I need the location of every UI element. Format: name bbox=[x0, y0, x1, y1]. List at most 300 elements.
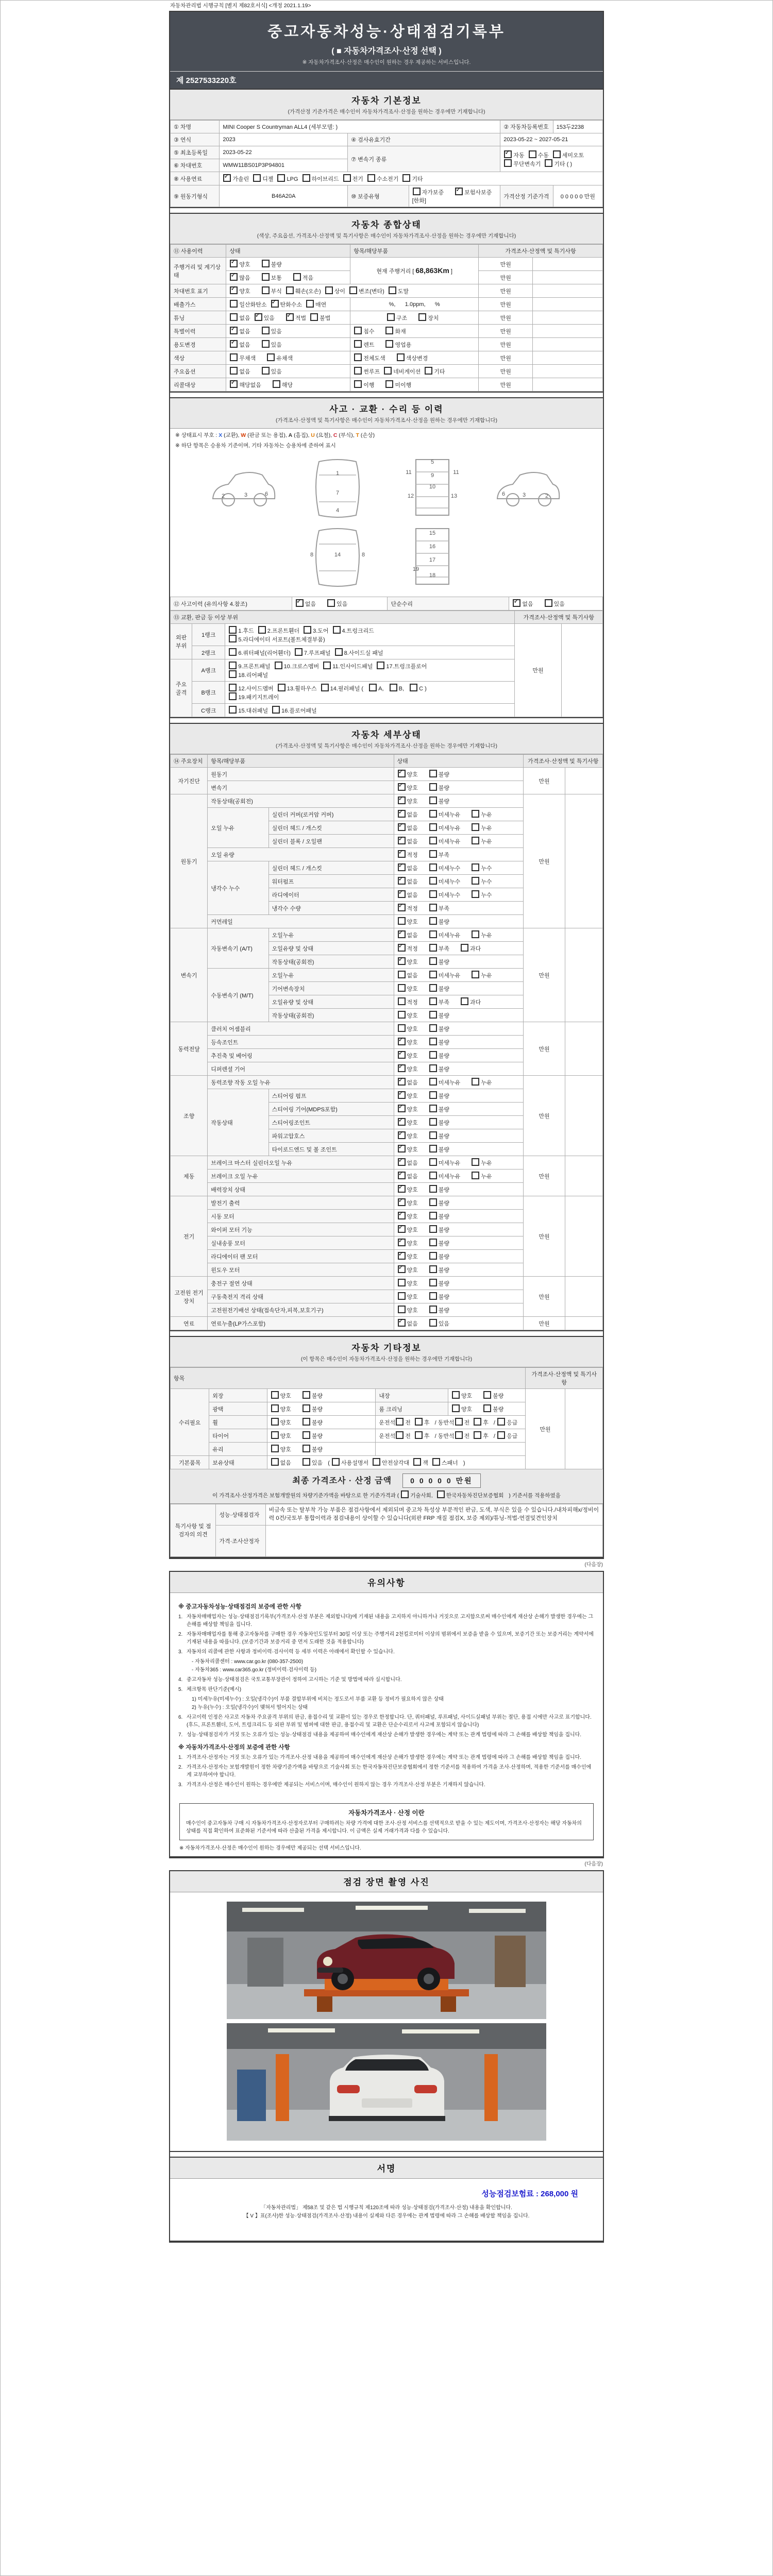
checkbox-불량[interactable] bbox=[429, 1118, 437, 1126]
checkbox-양호[interactable] bbox=[398, 957, 406, 965]
checkbox-전[interactable] bbox=[396, 1431, 404, 1439]
checkbox-과다[interactable] bbox=[461, 944, 468, 952]
checkbox-불량[interactable] bbox=[429, 1212, 437, 1219]
checkbox-양호[interactable] bbox=[398, 1105, 406, 1112]
checkbox-자가보증[interactable] bbox=[413, 188, 421, 195]
checkbox-부족[interactable] bbox=[429, 850, 437, 858]
checkbox-누유[interactable] bbox=[472, 837, 479, 844]
checkbox-적음[interactable] bbox=[293, 273, 301, 281]
checkbox-양호[interactable] bbox=[398, 1265, 406, 1273]
checkbox-장치[interactable] bbox=[418, 313, 426, 321]
checkbox-누수[interactable] bbox=[472, 890, 479, 898]
checkbox-있음[interactable] bbox=[429, 1319, 437, 1327]
checkbox-LPG[interactable] bbox=[277, 174, 285, 182]
checkbox-영업용[interactable] bbox=[385, 340, 393, 348]
checkbox-label: 누유 bbox=[481, 1174, 492, 1180]
checkbox-label: 누유 bbox=[481, 825, 492, 832]
checkbox-불법[interactable] bbox=[310, 313, 318, 321]
table-cell: 룸 크리닝 bbox=[376, 1402, 448, 1416]
signature-body bbox=[170, 2179, 603, 2241]
table-cell bbox=[448, 1389, 526, 1402]
checkbox-사용설명서[interactable] bbox=[332, 1458, 340, 1466]
checkbox-누유[interactable] bbox=[472, 1078, 479, 1086]
checkbox-불량[interactable] bbox=[429, 1064, 437, 1072]
checkbox-없음[interactable] bbox=[398, 1172, 406, 1179]
checkbox-전기[interactable] bbox=[343, 174, 351, 182]
checkbox-1.후드[interactable] bbox=[229, 626, 237, 634]
table-cell: 유리 bbox=[209, 1443, 267, 1456]
final-price-bar bbox=[170, 1469, 603, 1504]
checkbox-양호[interactable] bbox=[230, 260, 238, 267]
checkbox-불량[interactable] bbox=[303, 1404, 310, 1412]
checkbox-양호[interactable] bbox=[398, 1091, 406, 1099]
checkbox-양호[interactable] bbox=[398, 1225, 406, 1233]
table-cell: 배력장치 상태 bbox=[208, 1183, 394, 1196]
checkbox-A,[interactable] bbox=[369, 684, 377, 691]
checkbox-불량[interactable] bbox=[429, 1011, 437, 1019]
checkbox-기타 ( )[interactable] bbox=[545, 159, 552, 167]
checkbox-양호[interactable] bbox=[398, 1185, 406, 1193]
checkbox-미세누유[interactable] bbox=[429, 971, 437, 978]
checkbox-불량[interactable] bbox=[429, 770, 437, 777]
checkbox-없음[interactable] bbox=[230, 313, 238, 321]
checkbox-불량[interactable] bbox=[429, 1252, 437, 1260]
checkbox-양호[interactable] bbox=[271, 1418, 279, 1426]
checkbox-없음[interactable] bbox=[398, 890, 406, 898]
checkbox-양호[interactable] bbox=[398, 783, 406, 791]
price-appraisal-info-box bbox=[179, 1803, 594, 1840]
checkbox-14.필러패널 ([interactable] bbox=[321, 684, 329, 691]
notice-item-number: 7. bbox=[178, 1732, 183, 1738]
checkbox-양호[interactable] bbox=[398, 1024, 406, 1032]
checkbox-누유[interactable] bbox=[472, 1158, 479, 1166]
checkbox-label: 양호 bbox=[280, 1420, 291, 1426]
checkbox-15.대쉬패널[interactable] bbox=[229, 706, 237, 714]
checkbox-누유[interactable] bbox=[472, 810, 479, 818]
checkbox-양호[interactable] bbox=[452, 1391, 460, 1399]
checkbox-label: 양호 bbox=[407, 1254, 418, 1260]
checkbox-전[interactable] bbox=[396, 1418, 404, 1426]
table-cell bbox=[394, 1062, 524, 1076]
checkbox-훼손(오손)[interactable] bbox=[286, 286, 294, 294]
checkbox-label: 불량 bbox=[438, 1200, 450, 1207]
group-repair-needed: 수리필요 bbox=[171, 1389, 209, 1456]
checkbox-불량[interactable] bbox=[483, 1391, 491, 1399]
checkbox-미세누유[interactable] bbox=[429, 1158, 437, 1166]
checkbox-label: 있음 bbox=[311, 1460, 323, 1466]
checkbox-없음[interactable] bbox=[398, 810, 406, 818]
checkbox-양호[interactable] bbox=[398, 1131, 406, 1139]
checkbox-양호[interactable] bbox=[271, 1391, 279, 1399]
opinion-appraiser-label: 가격·조사산정자 bbox=[216, 1525, 265, 1556]
checkbox-없음[interactable] bbox=[398, 823, 406, 831]
checkbox-양호[interactable] bbox=[452, 1404, 460, 1412]
checkbox-label: 있음 bbox=[271, 329, 282, 335]
checkbox-일산화탄소[interactable] bbox=[230, 300, 238, 308]
checkbox-불량[interactable] bbox=[429, 1131, 437, 1139]
checkbox-불량[interactable] bbox=[429, 984, 437, 992]
checkbox-불량[interactable] bbox=[303, 1391, 310, 1399]
checkbox-과다[interactable] bbox=[461, 997, 468, 1005]
checkbox-불량[interactable] bbox=[429, 1292, 437, 1300]
checkbox-미세누수[interactable] bbox=[429, 877, 437, 885]
checkbox-13.휠하우스[interactable] bbox=[278, 684, 285, 691]
checkbox-label: 불량 bbox=[311, 1406, 323, 1413]
checkbox-있음[interactable] bbox=[303, 1458, 310, 1466]
passenger-car-note: ※ 하단 항목은 승용차 기준이며, 기타 자동차는 승용차에 준하여 표시 bbox=[175, 443, 336, 449]
opinion-group-label: 특기사항 및 점검자의 의견 bbox=[171, 1504, 216, 1557]
checkbox-후[interactable] bbox=[415, 1418, 423, 1426]
table-cell bbox=[394, 1236, 524, 1250]
checkbox-label: 불량 bbox=[438, 919, 450, 925]
checkbox-불량[interactable] bbox=[303, 1431, 310, 1439]
checkbox-세미오토[interactable] bbox=[553, 150, 561, 158]
checkbox-상이[interactable] bbox=[325, 286, 333, 294]
checkbox-잭[interactable] bbox=[413, 1458, 421, 1466]
field-year-label: ③ 연식 bbox=[171, 133, 220, 146]
checkbox-기술사회,[interactable] bbox=[401, 1490, 409, 1498]
checkbox-19.패키지트레이[interactable] bbox=[229, 692, 237, 700]
checkbox-5.라디에이터 서포트(볼트체결부품)[interactable] bbox=[229, 635, 237, 642]
table-cell: 파워고압호스 bbox=[268, 1129, 394, 1143]
checkbox-전체도색[interactable] bbox=[354, 353, 362, 361]
checkbox-불량[interactable] bbox=[429, 796, 437, 804]
checkbox-불량[interactable] bbox=[429, 1051, 437, 1059]
checkbox-해당[interactable] bbox=[273, 380, 280, 388]
table-cell bbox=[565, 1156, 602, 1196]
checkbox-18.리어패널[interactable] bbox=[229, 670, 237, 678]
checkbox-양호[interactable] bbox=[398, 1306, 406, 1313]
checkbox-불량[interactable] bbox=[483, 1404, 491, 1412]
checkbox-label: 양호 bbox=[407, 1227, 418, 1233]
checkbox-수소전기[interactable] bbox=[367, 174, 375, 182]
mileage-current: 현재 주행거리 [ 68,863Km ] bbox=[350, 258, 479, 284]
checkbox-불량[interactable] bbox=[429, 783, 437, 791]
checkbox-label: 17.트렁크플로어 bbox=[386, 664, 427, 670]
checkbox-없음[interactable] bbox=[296, 599, 304, 607]
checkbox-기타[interactable] bbox=[425, 367, 432, 375]
checkbox-썬루프[interactable] bbox=[354, 367, 362, 375]
checkbox-화재[interactable] bbox=[385, 327, 393, 334]
checkbox-부족[interactable] bbox=[429, 997, 437, 1005]
checkbox-누유[interactable] bbox=[472, 971, 479, 978]
inspection-photo-front bbox=[227, 1902, 546, 2019]
checkbox-가솔린[interactable] bbox=[223, 174, 231, 182]
checkbox-label: 없음 bbox=[239, 369, 250, 375]
checkbox-구조[interactable] bbox=[387, 313, 395, 321]
checkbox-미세누유[interactable] bbox=[429, 823, 437, 831]
checkbox-16.플로어패널[interactable] bbox=[272, 706, 280, 714]
checkbox-불량[interactable] bbox=[429, 1185, 437, 1193]
checkbox-label: 전 bbox=[405, 1420, 411, 1426]
checkbox-응급[interactable] bbox=[497, 1431, 505, 1439]
checkbox-양호[interactable] bbox=[398, 1198, 406, 1206]
checkbox-10.크로스멤버[interactable] bbox=[275, 662, 282, 669]
table-cell: 운전석 전 후 / 동반석 전 후 / 응급 bbox=[376, 1429, 526, 1443]
checkbox-불량[interactable] bbox=[429, 1225, 437, 1233]
checkbox-양호[interactable] bbox=[398, 1038, 406, 1045]
checkbox-3.도어[interactable] bbox=[304, 626, 311, 634]
checkbox-label: 양호 bbox=[407, 1214, 418, 1220]
checkbox-불량[interactable] bbox=[429, 1239, 437, 1246]
table-cell: 냉각수 누수 bbox=[208, 861, 268, 915]
checkbox-label: 양호 bbox=[407, 919, 418, 925]
recall-remark bbox=[533, 378, 603, 392]
checkbox-label: 양호 bbox=[280, 1393, 291, 1399]
notice-item-number: 2. bbox=[178, 1764, 183, 1770]
checkbox-양호[interactable] bbox=[398, 770, 406, 777]
checkbox-없음[interactable] bbox=[398, 930, 406, 938]
checkbox-불량[interactable] bbox=[303, 1418, 310, 1426]
checkbox-후[interactable] bbox=[474, 1431, 481, 1439]
field-base-price-value: 0 0 0 0 0 만원 bbox=[553, 185, 602, 207]
checkbox-불량[interactable] bbox=[429, 1024, 437, 1032]
table-cell bbox=[394, 1116, 524, 1129]
checkbox-전[interactable] bbox=[455, 1431, 463, 1439]
checkbox-해당없음[interactable] bbox=[230, 380, 238, 388]
checkbox-label: 불량 bbox=[438, 1093, 450, 1099]
checkbox-없음[interactable] bbox=[398, 1158, 406, 1166]
checkbox-미세누유[interactable] bbox=[429, 930, 437, 938]
checkbox-없음[interactable] bbox=[230, 367, 238, 375]
checkbox-label: 없음 bbox=[239, 342, 250, 348]
checkbox-양호[interactable] bbox=[398, 917, 406, 925]
checkbox-있음[interactable] bbox=[327, 599, 335, 607]
section-notice-title: 유의사항 bbox=[367, 1578, 406, 1588]
checkbox-있음[interactable] bbox=[545, 599, 552, 607]
checkbox-8.사이드실 패널[interactable] bbox=[335, 648, 343, 656]
field-year-value: 2023 bbox=[220, 133, 348, 146]
checkbox-렌트[interactable] bbox=[354, 340, 362, 348]
checkbox-불량[interactable] bbox=[429, 1038, 437, 1045]
checkbox-불량[interactable] bbox=[429, 1306, 437, 1313]
checkbox-양호[interactable] bbox=[271, 1431, 279, 1439]
checkbox-불량[interactable] bbox=[429, 1198, 437, 1206]
checkbox-적정[interactable] bbox=[398, 904, 406, 911]
checkbox-7.루프패널[interactable] bbox=[295, 648, 303, 656]
checkbox-양호[interactable] bbox=[230, 286, 238, 294]
checkbox-양호[interactable] bbox=[398, 1118, 406, 1126]
checkbox-기타[interactable] bbox=[402, 174, 410, 182]
checkbox-label: 양호 bbox=[407, 1107, 418, 1113]
checkbox-불량[interactable] bbox=[303, 1445, 310, 1452]
notice-item-text: 자동차의 리콜에 관한 사항과 정비이력·검사이력 등 세부 이력은 아래에서 확인할 수 있습니다. bbox=[187, 1649, 395, 1655]
checkbox-적정[interactable] bbox=[398, 997, 406, 1005]
checkbox-많음[interactable] bbox=[230, 273, 238, 281]
checkbox-디젤[interactable] bbox=[253, 174, 261, 182]
checkbox-있음[interactable] bbox=[262, 340, 270, 348]
checkbox-불량[interactable] bbox=[429, 1105, 437, 1112]
checkbox-label: 없음 bbox=[522, 601, 533, 607]
checkbox-17.트렁크플로어[interactable] bbox=[377, 662, 384, 669]
checkbox-label: 없음 bbox=[407, 1174, 418, 1180]
checkbox-한국자동차진단보증협회[interactable] bbox=[437, 1490, 445, 1498]
checkbox-label: 15.대쉬패널 bbox=[238, 708, 268, 714]
checkbox-있음[interactable] bbox=[255, 313, 262, 321]
checkbox-색상변경[interactable] bbox=[397, 353, 405, 361]
checkbox-응급[interactable] bbox=[497, 1418, 505, 1426]
checkbox-2.프론트휀더[interactable] bbox=[258, 626, 266, 634]
checkbox-label: 이행 bbox=[363, 382, 375, 388]
group-steering: 조향 bbox=[171, 1076, 208, 1156]
recall-kind bbox=[350, 378, 479, 392]
checkbox-4.트렁크리드[interactable] bbox=[333, 626, 341, 634]
checkbox-label: 장치 bbox=[428, 315, 439, 321]
checkbox-12.사이드멤버[interactable] bbox=[229, 684, 237, 691]
checkbox-적법[interactable] bbox=[286, 313, 294, 321]
checkbox-적정[interactable] bbox=[398, 944, 406, 952]
checkbox-불량[interactable] bbox=[429, 1091, 437, 1099]
checkbox-미세누유[interactable] bbox=[429, 1078, 437, 1086]
checkbox-없음[interactable] bbox=[513, 599, 520, 607]
tuning-kind bbox=[350, 311, 479, 325]
table-cell: 만원 bbox=[524, 794, 565, 928]
checkbox-무채색[interactable] bbox=[230, 353, 238, 361]
field-first-reg-label: ⑤ 최초등록일 bbox=[171, 146, 220, 159]
checkbox-label: 가솔린 bbox=[232, 176, 249, 182]
price-appraisal-box-text: 매수인이 중고자동차 구매 시 자동차가격조사·산정자로부터 구매하려는 차량 가격에 대한 조사·산정 서비스를 선택적으로 받을 수 있는 제도이며, 가격조사·산정자는 해당 자동차의 상태를 직접 확인하여 표준화된 기준서에 따라 산출된 가격을 제시합니다. 이 금액은 실제 거래가격과 다를 수 있습니다. bbox=[186, 1820, 582, 1835]
checkbox-누수[interactable] bbox=[472, 863, 479, 871]
checkbox-없음[interactable] bbox=[271, 1458, 279, 1466]
checkbox-B,[interactable] bbox=[390, 684, 397, 691]
checkbox-불량[interactable] bbox=[429, 1145, 437, 1153]
checkbox-양호[interactable] bbox=[398, 1145, 406, 1153]
checkbox-하이브리드[interactable] bbox=[303, 174, 310, 182]
checkbox-전[interactable] bbox=[455, 1418, 463, 1426]
checkbox-스패너[interactable] bbox=[432, 1458, 440, 1466]
checkbox-후[interactable] bbox=[474, 1418, 481, 1426]
checkbox-미세누유[interactable] bbox=[429, 837, 437, 844]
checkbox-보통[interactable] bbox=[262, 273, 270, 281]
checkbox-양호[interactable] bbox=[398, 984, 406, 992]
table-cell: 커먼레일 bbox=[208, 915, 394, 928]
checkbox-부식[interactable] bbox=[262, 286, 270, 294]
checkbox-있음[interactable] bbox=[262, 367, 270, 375]
checkbox-침수[interactable] bbox=[354, 327, 362, 334]
checkbox-네비게이션[interactable] bbox=[384, 367, 392, 375]
checkbox-있음[interactable] bbox=[262, 327, 270, 334]
checkbox-없음[interactable] bbox=[398, 863, 406, 871]
checkbox-이행[interactable] bbox=[354, 380, 362, 388]
checkbox-매연[interactable] bbox=[306, 300, 314, 308]
checkbox-없음[interactable] bbox=[398, 837, 406, 844]
table-cell bbox=[394, 848, 524, 861]
checkbox-label: 누유 bbox=[481, 933, 492, 939]
rank-b-items bbox=[225, 682, 515, 704]
checkbox-양호[interactable] bbox=[398, 1279, 406, 1286]
checkbox-양호[interactable] bbox=[398, 796, 406, 804]
checkbox-6.쿼터패널(리어휀더)[interactable] bbox=[229, 648, 237, 656]
checkbox-미이행[interactable] bbox=[385, 380, 393, 388]
field-car-name-value: MINI Cooper S Countryman ALL4 (세부모델: ) bbox=[220, 121, 500, 133]
checkbox-불량[interactable] bbox=[429, 957, 437, 965]
checkbox-양호[interactable] bbox=[271, 1404, 279, 1412]
table-cell: 연료누출(LP가스포함) bbox=[208, 1317, 394, 1330]
panel-number-8: 8 bbox=[361, 552, 365, 558]
table-cell bbox=[565, 928, 602, 1022]
checkbox-유채색[interactable] bbox=[267, 353, 275, 361]
checkbox-도말[interactable] bbox=[389, 286, 396, 294]
checkbox-없음[interactable] bbox=[398, 1319, 406, 1327]
checkbox-수동[interactable] bbox=[529, 150, 536, 158]
col-etc-price: 가격조사·산정액 및 특기사항 bbox=[526, 1368, 603, 1389]
checkbox-미세누유[interactable] bbox=[429, 810, 437, 818]
checkbox-양호[interactable] bbox=[398, 1239, 406, 1246]
checkbox-label: 불량 bbox=[438, 1040, 450, 1046]
section-basic-info bbox=[170, 89, 603, 208]
checkbox-누유[interactable] bbox=[472, 930, 479, 938]
checkbox-미세누수[interactable] bbox=[429, 863, 437, 871]
checkbox-label: 불량 bbox=[438, 1147, 450, 1153]
checkbox-label: 불량 bbox=[438, 986, 450, 992]
checkbox-C )[interactable] bbox=[410, 684, 417, 691]
checkbox-양호[interactable] bbox=[398, 1011, 406, 1019]
checkbox-11.인사이드패널[interactable] bbox=[323, 662, 331, 669]
checkbox-label: 양호 bbox=[239, 289, 250, 295]
checkbox-없음[interactable] bbox=[230, 327, 238, 334]
checkbox-불량[interactable] bbox=[262, 260, 270, 267]
table-cell: 등속조인트 bbox=[208, 1036, 394, 1049]
checkbox-불량[interactable] bbox=[429, 1265, 437, 1273]
checkbox-label: 부족 bbox=[438, 906, 450, 912]
panel-number-11: 11 bbox=[406, 469, 412, 476]
notice-item-number: 1. bbox=[178, 1754, 183, 1760]
checkbox-없음[interactable] bbox=[398, 1078, 406, 1086]
checkbox-적정[interactable] bbox=[398, 850, 406, 858]
checkbox-무단변속기[interactable] bbox=[504, 159, 512, 167]
option-state bbox=[226, 365, 350, 378]
table-cell bbox=[394, 1196, 524, 1210]
checkbox-label: 4.트렁크리드 bbox=[342, 628, 374, 634]
checkbox-누수[interactable] bbox=[472, 877, 479, 885]
checkbox-양호[interactable] bbox=[398, 1212, 406, 1219]
checkbox-불량[interactable] bbox=[429, 1279, 437, 1286]
checkbox-불량[interactable] bbox=[429, 917, 437, 925]
panel-number-16: 16 bbox=[429, 544, 436, 550]
checkbox-label: 불량 bbox=[438, 1308, 450, 1314]
checkbox-안전삼각대[interactable] bbox=[373, 1458, 380, 1466]
checkbox-보험사보증[interactable] bbox=[455, 188, 463, 195]
checkbox-미세누유[interactable] bbox=[429, 1172, 437, 1179]
checkbox-9.프론트패널[interactable] bbox=[229, 662, 237, 669]
checkbox-양호[interactable] bbox=[398, 1064, 406, 1072]
checkbox-없음[interactable] bbox=[230, 340, 238, 348]
table-cell: 스티어링조인트 bbox=[268, 1116, 394, 1129]
checkbox-양호[interactable] bbox=[271, 1445, 279, 1452]
state-code-X: X bbox=[219, 432, 223, 438]
checkbox-부족[interactable] bbox=[429, 904, 437, 911]
checkbox-없음[interactable] bbox=[398, 971, 406, 978]
checkbox-누유[interactable] bbox=[472, 823, 479, 831]
checkbox-변조(변타)[interactable] bbox=[349, 286, 357, 294]
table-cell bbox=[394, 861, 524, 875]
checkbox-없음[interactable] bbox=[398, 877, 406, 885]
checkbox-부족[interactable] bbox=[429, 944, 437, 952]
checkbox-미세누수[interactable] bbox=[429, 890, 437, 898]
checkbox-자동[interactable] bbox=[504, 150, 512, 158]
checkbox-탄화수소[interactable] bbox=[271, 300, 279, 308]
usage-change-price: 만원 bbox=[479, 338, 533, 351]
panel-number-2: 2 bbox=[545, 493, 549, 499]
col-state2: 상태 bbox=[394, 755, 524, 768]
checkbox-양호[interactable] bbox=[398, 1292, 406, 1300]
checkbox-양호[interactable] bbox=[398, 1252, 406, 1260]
checkbox-후[interactable] bbox=[415, 1431, 423, 1439]
notice-item-number: 4. bbox=[178, 1676, 183, 1683]
checkbox-양호[interactable] bbox=[398, 1051, 406, 1059]
checkbox-누유[interactable] bbox=[472, 1172, 479, 1179]
checkbox-label: 후 bbox=[424, 1433, 430, 1439]
